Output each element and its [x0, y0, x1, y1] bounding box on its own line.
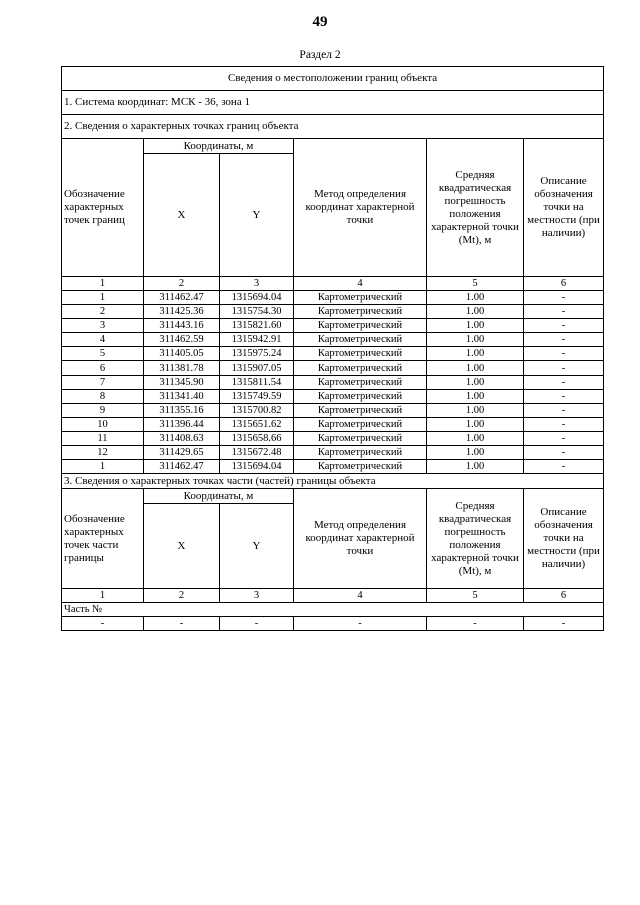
header3-description: Описание обозначения точки на местности (при наличии) [524, 489, 604, 589]
point-y: 1315942.91 [220, 333, 294, 347]
point-y: 1315749.59 [220, 389, 294, 403]
point-method: Картометрический [294, 375, 427, 389]
point-mt: 1.00 [427, 361, 524, 375]
column-number: 5 [427, 277, 524, 291]
header-coordinates: Координаты, м [144, 139, 294, 154]
part-row [62, 617, 604, 631]
point-x: 311345.90 [144, 375, 220, 389]
point-x: 311408.63 [144, 431, 220, 445]
table-row [62, 319, 604, 333]
header3-y: Y [220, 504, 294, 589]
point-method: Картометрический [294, 347, 427, 361]
point-method: Картометрический [294, 333, 427, 347]
section-label: Раздел 2 [299, 49, 341, 61]
point-method: Картометрический [294, 446, 427, 460]
point-desc: - [524, 431, 604, 445]
point-y: 1315694.04 [220, 460, 294, 474]
table-row [62, 446, 604, 460]
header3-x: X [144, 504, 220, 589]
header3-designation [62, 489, 144, 589]
point-desc: - [524, 333, 604, 347]
point-desc: - [524, 347, 604, 361]
point-x: 311396.44 [144, 417, 220, 431]
coordinate-system: 1. Система координат: МСК - 36, зона 1 [62, 91, 604, 115]
page-number: 49 [312, 14, 328, 30]
column-number: 2 [144, 589, 220, 603]
header-description: Описание обозначения точки на местности (при наличии) [524, 139, 604, 277]
column-number: 6 [524, 589, 604, 603]
column-number: 6 [524, 277, 604, 291]
header3-designation-text: Обозначение характерных точек части границы [64, 512, 125, 564]
header-method: Метод определения координат характерной точки [294, 139, 427, 277]
point-method: Картометрический [294, 389, 427, 403]
point-y: 1315907.05 [220, 361, 294, 375]
point-method: Картометрический [294, 361, 427, 375]
header-y: Y [220, 154, 294, 277]
table-row [62, 291, 604, 305]
point-method: Картометрический [294, 460, 427, 474]
point-mt: 1.00 [427, 446, 524, 460]
column-number: 1 [62, 589, 144, 603]
table-row [62, 389, 604, 403]
point-mt: 1.00 [427, 375, 524, 389]
part-label: Часть № [62, 603, 604, 617]
part-cell: - [220, 617, 294, 631]
point-mt: 1.00 [427, 403, 524, 417]
point-y: 1315694.04 [220, 291, 294, 305]
column-number: 3 [220, 589, 294, 603]
part-cell: - [144, 617, 220, 631]
point-id: 9 [62, 403, 144, 417]
header-designation: Обозначение характерных точек границ [62, 139, 144, 277]
header3-method: Метод определения координат характерной точки [294, 489, 427, 589]
point-desc: - [524, 375, 604, 389]
column-number: 1 [62, 277, 144, 291]
part-cell: - [62, 617, 144, 631]
point-mt: 1.00 [427, 305, 524, 319]
point-id: 4 [62, 333, 144, 347]
point-desc: - [524, 305, 604, 319]
point-mt: 1.00 [427, 319, 524, 333]
point-method: Картометрический [294, 431, 427, 445]
point-method: Картометрический [294, 291, 427, 305]
table-row [62, 431, 604, 445]
point-id: 8 [62, 389, 144, 403]
point-method: Картометрический [294, 417, 427, 431]
point-x: 311462.59 [144, 333, 220, 347]
table-row [62, 361, 604, 375]
point-y: 1315754.30 [220, 305, 294, 319]
point-x: 311429.65 [144, 446, 220, 460]
point-y: 1315700.82 [220, 403, 294, 417]
point-id: 10 [62, 417, 144, 431]
point-x: 311355.16 [144, 403, 220, 417]
column-number: 4 [294, 277, 427, 291]
point-desc: - [524, 291, 604, 305]
point-id: 1 [62, 291, 144, 305]
point-y: 1315821.60 [220, 319, 294, 333]
part-cell: - [427, 617, 524, 631]
point-desc: - [524, 403, 604, 417]
point-id: 1 [62, 460, 144, 474]
point-x: 311425.36 [144, 305, 220, 319]
point-x: 311405.05 [144, 347, 220, 361]
point-x: 311462.47 [144, 460, 220, 474]
table-row [62, 333, 604, 347]
column-number: 5 [427, 589, 524, 603]
section2-title: 2. Сведения о характерных точках границ объекта [62, 115, 604, 139]
column-numbers-row-3 [62, 589, 604, 603]
table-row [62, 403, 604, 417]
point-x: 311381.78 [144, 361, 220, 375]
table-row [62, 417, 604, 431]
point-x: 311462.47 [144, 291, 220, 305]
point-mt: 1.00 [427, 431, 524, 445]
header-x: X [144, 154, 220, 277]
point-desc: - [524, 389, 604, 403]
table-row [62, 305, 604, 319]
point-desc: - [524, 319, 604, 333]
point-id: 2 [62, 305, 144, 319]
point-mt: 1.00 [427, 389, 524, 403]
part-cell: - [524, 617, 604, 631]
boundary-table [61, 66, 604, 631]
column-number: 3 [220, 277, 294, 291]
point-mt: 1.00 [427, 347, 524, 361]
point-x: 311443.16 [144, 319, 220, 333]
table-row [62, 375, 604, 389]
header3-error: Средняя квадратическая погрешность положения характерной точки (Mt), м [427, 489, 524, 589]
table-row [62, 460, 604, 474]
column-numbers-row [62, 277, 604, 291]
header3-coordinates: Координаты, м [144, 489, 294, 504]
point-id: 5 [62, 347, 144, 361]
point-x: 311341.40 [144, 389, 220, 403]
point-y: 1315811.54 [220, 375, 294, 389]
table-row [62, 347, 604, 361]
header-error: Средняя квадратическая погрешность положения характерной точки (Mt), м [427, 139, 524, 277]
point-y: 1315658.66 [220, 431, 294, 445]
point-id: 11 [62, 431, 144, 445]
point-mt: 1.00 [427, 333, 524, 347]
point-y: 1315975.24 [220, 347, 294, 361]
column-number: 4 [294, 589, 427, 603]
part-cell: - [294, 617, 427, 631]
point-desc: - [524, 460, 604, 474]
section3-title: 3. Сведения о характерных точках части (частей) границы объекта [62, 474, 604, 489]
point-mt: 1.00 [427, 460, 524, 474]
table-title: Сведения о местоположении границ объекта [62, 67, 604, 91]
point-desc: - [524, 446, 604, 460]
point-mt: 1.00 [427, 417, 524, 431]
point-desc: - [524, 361, 604, 375]
point-id: 7 [62, 375, 144, 389]
point-method: Картометрический [294, 403, 427, 417]
point-id: 3 [62, 319, 144, 333]
point-y: 1315672.48 [220, 446, 294, 460]
point-y: 1315651.62 [220, 417, 294, 431]
point-mt: 1.00 [427, 291, 524, 305]
point-method: Картометрический [294, 319, 427, 333]
column-number: 2 [144, 277, 220, 291]
point-method: Картометрический [294, 305, 427, 319]
point-desc: - [524, 417, 604, 431]
point-id: 6 [62, 361, 144, 375]
point-id: 12 [62, 446, 144, 460]
